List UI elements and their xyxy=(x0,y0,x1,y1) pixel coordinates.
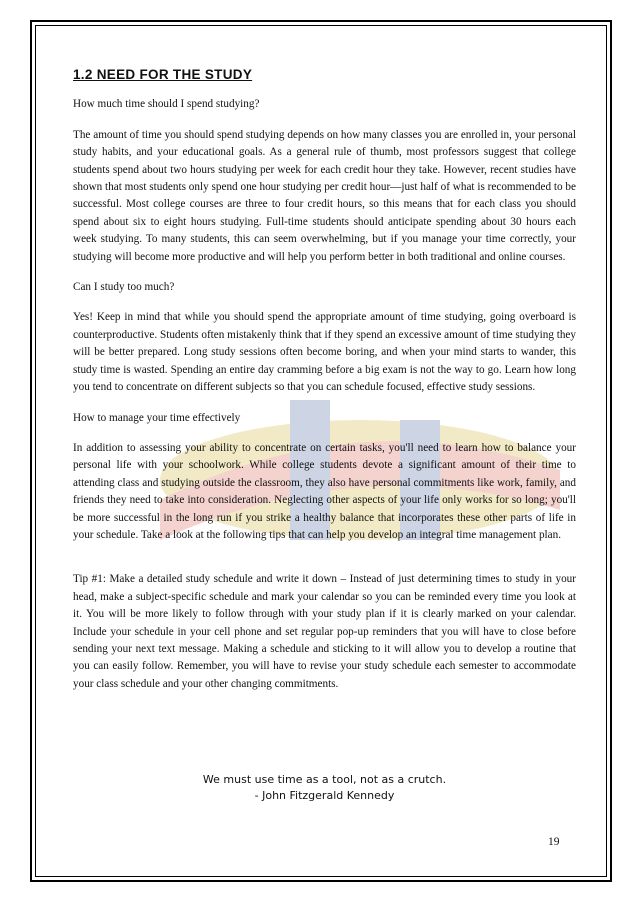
quote-block xyxy=(73,772,576,804)
question-time-spend: How much time should I spend studying? xyxy=(73,98,260,111)
section-heading: 1.2 NEED FOR THE STUDY xyxy=(73,67,253,82)
page-number: 19 xyxy=(548,836,560,848)
document-body xyxy=(73,66,576,706)
paragraph-tip-1: Tip #1: Make a detailed study schedule and write it down – Instead of just determining times to study in your head, make a subject-specific schedule and mark your calendar so you can be reminded every time you look at it. You will be more likely to follow through with your study plan if it is clearly marked on your calendar. Include your schedule in your cell phone and set regular pop-up reminders that you will have to close before sending your next text message. Making a schedule and sticking to it will allow you to develop a routine that you can easily follow. Remember, you will have to revise your study schedule each semester to accommodate your class schedule and your other changing commitments. xyxy=(73,573,576,690)
question-study-too-much: Can I study too much? xyxy=(73,281,175,294)
spacer xyxy=(73,557,576,571)
paragraph-manage-time: In addition to assessing your ability to concentrate on certain tasks, you'll need to learn how to balance your personal life with your schoolwork. While college students devote a significant amount of their time to attending class and studying outside the classroom, they also have personal commitments like work, family, and friends they need to take into consideration. Neglecting other aspects of your life only works for so long; you'll be more successful in the long run if you strike a healthy balance that incorporates these other parts of life in your schedule. Take a look at the following tips that can help you develop an integral time management plan. xyxy=(73,441,576,541)
quote-text: We must use time as a tool, not as a crutch. xyxy=(202,773,447,786)
quote-author: - John Fitzgerald Kennedy xyxy=(254,789,395,802)
question-manage-time: How to manage your time effectively xyxy=(73,411,241,424)
paragraph-time-spend: The amount of time you should spend studying depends on how many classes you are enrolled in, your personal study habits, and your educational goals. As a general rule of thumb, most professors suggest that college students spend about two hours studying per week for each credit hour they take. However, recent studies have shown that most students only spend one hour studying per credit hour—just half of what is recommended to be successful. Most college courses are three to four credit hours, so this means that for each class you should spend about six to eight hours studying. Full-time students should anticipate spending about 30 hours each week studying. To many students, this can seem overwhelming, but if you manage your time correctly, your studying will become more productive and will help you perform better in both traditional and online courses. xyxy=(73,128,576,263)
paragraph-study-too-much: Yes! Keep in mind that while you should spend the appropriate amount of time studying, going overboard is counterproductive. Students often mistakenly think that if they spend an excessive amount of time studying they will be better prepared. Long study sessions often become boring, and when your mind starts to wander, this study time is wasted. Spending an entire day cramming before a big exam is not the way to go. Learn how long you tend to concentrate on different subjects so that you can schedule focused, effective study sessions. xyxy=(73,311,576,394)
